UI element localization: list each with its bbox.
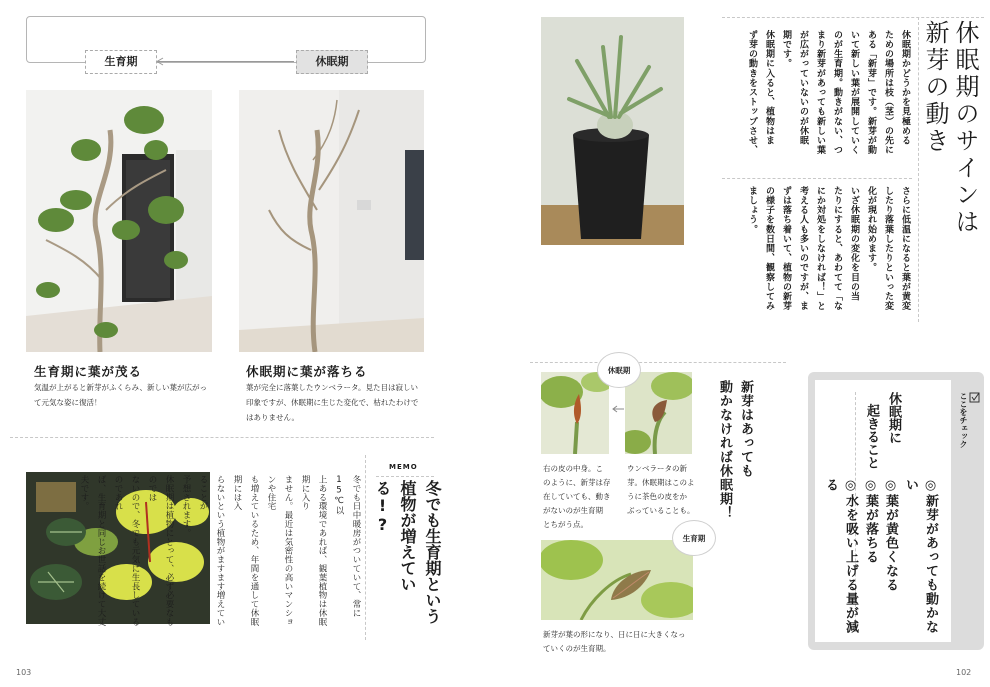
bud-heading: 新芽はあっても 動かなければ休眠期！ <box>717 380 753 520</box>
intro-text-upper: 休眠期かどうかを見極める ための場所は枝（茎）の先に ある「新芽」です。新芽が動 いて新しい葉が展開していく のが生育期。動きがない、つ まり新芽があっても新しい葉 が広がっていないのが休眠 期です。 休眠期に入ると、植物はま ず芽の動きをストップさせ、 <box>747 30 910 155</box>
dormant-circle-label: 休眠期 <box>597 352 641 388</box>
title-top-rule <box>722 17 984 18</box>
growth-phase-tag: 生育期 <box>85 50 157 74</box>
intro-text-lower: さらに低温になると葉が黄変 したり落葉したりといった変 化が現れ始めます。 いざ休眠期の変化を目の当 たりにすると、あわてて「な にか対処をしなければ！」と 考える人も多いのですが、ま ずは落ち着いて、植物の新芽 の様子を数日間、観察してみ ましょう。 <box>747 186 910 311</box>
growth-photo-title: 生育期に葉が茂る <box>34 364 143 379</box>
memo-underline <box>376 476 434 477</box>
bud-inside-photo <box>541 372 609 454</box>
check-tab-label: ここをチェック <box>958 392 980 482</box>
page-number-left: 103 <box>16 668 32 677</box>
bud-sheath-photo <box>625 372 692 454</box>
dormant-photo-caption: 葉が完全に落葉したウンベラータ。見た目は寂しい 印象ですが、休眠期に生じた変化で、枯れたわけで はありません。 <box>246 383 419 422</box>
dormant-plant-photo <box>239 90 424 352</box>
growth-circle-label: 生育期 <box>672 520 716 556</box>
page-title: 休眠期のサインは 新芽の動き <box>921 20 979 236</box>
check-items: ◎新芽があっても動かない ◎葉が黄色くなる ◎葉が落ちる ◎水を吸い上げる量が減る <box>823 478 938 634</box>
potted-plant-photo <box>541 17 684 245</box>
memo-separator <box>365 455 366 640</box>
bud-inside-caption: 右の皮の中身。こ のように、新芽は存 在していても、動き がないのが生育期 とちがう点。 <box>543 464 611 529</box>
dormant-photo-title: 休眠期に葉が落ちる <box>246 364 368 379</box>
phase-arrow-line <box>158 61 294 62</box>
check-heading: 休眠期に 起きること <box>864 392 901 469</box>
bud-sheath-caption: ウンベラータの新 芽。休眠期はこのよ うに茶色の皮をか ぶっていることも。 <box>627 464 695 515</box>
text-divider <box>722 178 912 179</box>
page-number-right: 102 <box>956 668 972 677</box>
checkbox-icon <box>969 392 980 403</box>
arrow-left-icon <box>611 405 625 413</box>
title-separator <box>918 17 919 322</box>
growth-photo-caption: 気温が上がると新芽がふくらみ、新しい葉が広がっ て元気な姿に復活！ <box>34 383 207 407</box>
memo-label: MEMO <box>389 463 418 471</box>
memo-body: 冬でも日中暖房がついていて、常に15℃以 上ある環境であれば、観葉植物は休眠期に入り ません。最近は気密性の高いマンションや住宅 も増えているため、年間を通して休眠期には入 らないという植物がますます増えていることが 予想されます。 休眠期は植物にとって、必ず必要なものでは ないので、冬でも元気に生長しているのであれ ば、生育期と同じお世話を続けて大丈夫です。 <box>79 475 361 627</box>
new-leaf-photo <box>541 540 693 620</box>
middle-divider <box>530 362 786 363</box>
new-leaf-caption: 新芽が葉の形になり、日に日に大きくなっ ていくのが生育期。 <box>543 630 686 653</box>
memo-title: 冬でも生育期という 植物が増えている!? <box>373 480 442 624</box>
growth-plant-photo <box>26 90 212 352</box>
dormant-phase-tag: 休眠期 <box>296 50 368 74</box>
section-divider <box>10 437 434 438</box>
